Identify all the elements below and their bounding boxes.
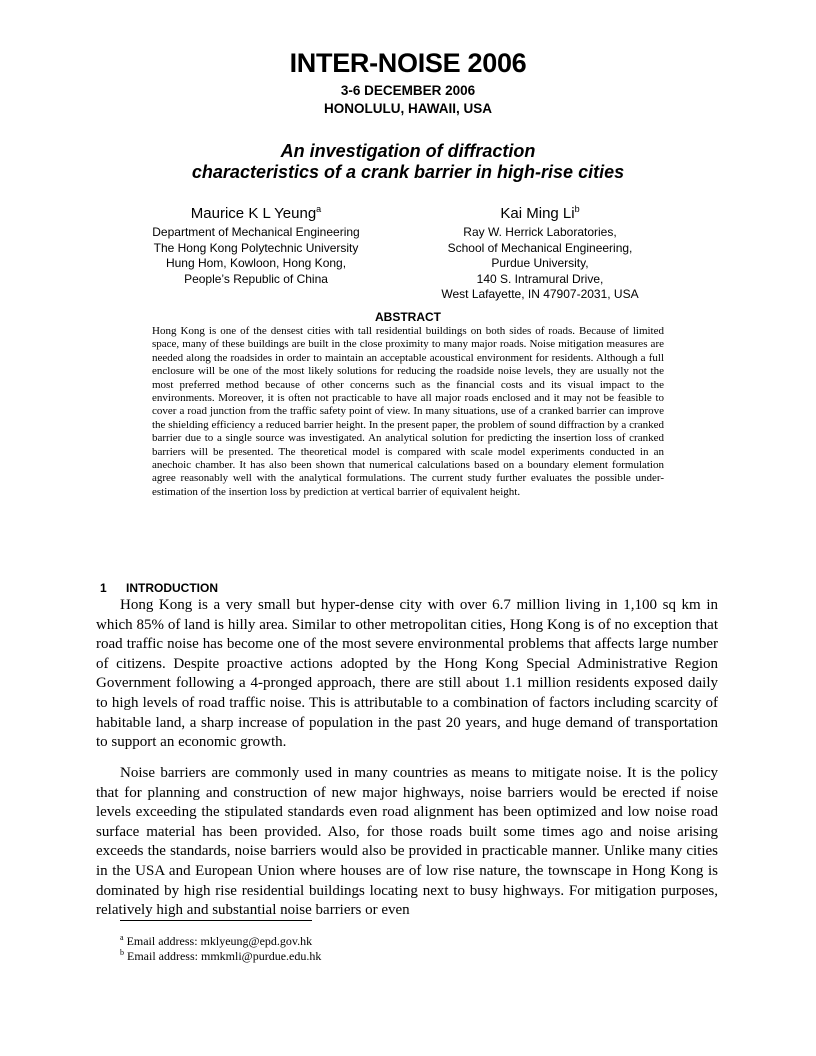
footnote-text: Email address: mmkmli@purdue.edu.hk [127,949,322,963]
author-footnote-mark: b [574,204,580,214]
footnote-divider [120,920,312,921]
author-affiliation-line: Hung Hom, Kowloon, Hong Kong, [165,256,347,270]
author-affiliation-line: West Lafayette, IN 47907-2031, USA [441,287,639,301]
footnote-mark: a [120,933,124,942]
abstract-heading: ABSTRACT [375,310,441,324]
author-affiliation-line: People’s Republic of China [184,271,328,286]
conference-date: 3-6 DECEMBER 2006 [340,83,476,98]
section-heading [100,581,218,595]
section-number: 1 [100,581,107,595]
paper-title-line-1: An investigation of diffraction [280,141,536,161]
author-footnote-mark: a [316,204,322,214]
body-paragraph: Hong Kong is a very small but hyper-dense city with over 6.7 million living in 1,100 sq km in which 85% of land is hilly area. Similar to other metropolitan cities, Hong Kong is of no exception that road traffic noise has become one of the most severe environmental problems that affects large number of citizens. Despite proactive actions adopted by the Hong Kong Special Administrative Region Government following a 4-pronged approach, there are still about 1.1 million residents exposed daily to high levels of road traffic noise. This is attributable to a combination of factors including scarcity of habitable land, a sharp increase of population in the past 20 years, and huge demand of transportation to support an economic growth. [96,597,718,751]
author-affiliation-line: 140 S. Intramural Drive, [476,271,604,286]
author-block-2 [426,200,654,303]
footnote-text: Email address: mklyeung@epd.gov.hk [126,934,313,948]
conference-title: INTER-NOISE 2006 [289,48,527,78]
footnote-mark: b [120,948,124,957]
author-block-1 [130,200,382,287]
author-name-text: Kai Ming Li [500,205,575,222]
section-title: INTRODUCTION [126,581,218,595]
author-affiliation-line: School of Mechanical Engineering, [447,240,633,255]
abstract-text: Hong Kong is one of the densest cities with tall residential buildings on both sides of roads. Because of limited space, many of these buildings are built in the close proximity to many major roads. Noise mitigation measures are needed along the roadsides in order to maintain an acceptable acoustical environment for residents. Although a full enclosure will be one of the most likely solutions for reducing the roadside noise levels, they are usually not the most preferred method because of other concerns such as the financial costs and its visual impact to the environments. Moreover, it is often not practicable to have all major roads enclosed and it may not be feasible to cover a road junction from the traffic safety point of view. In many situations, use of a cranked barrier can improve the shielding efficiency a reduced barrier height. In the present paper, the problem of sound diffraction by a cranked barrier due to a single source was investigated. An analytical solution for predicting the insertion loss of cranked barriers will be presented. The theoretical model is compared with scale model experiments conducted in an anechoic chamber. It has also been shown that numerical calculations based on a boundary element formulation agree reasonably well with the analytical formulations. The current study further evaluates the possible under-estimation of the insertion loss by prediction at vertical barrier of equivalent height. [152,325,664,498]
author-name-text: Maurice K L Yeung [190,205,317,222]
author-name [426,200,654,223]
paper-title-line-2: characteristics of a crank barrier in high-rise cities [191,162,625,182]
author-affiliation-line: Ray W. Herrick Laboratories, [463,225,617,239]
author-affiliation-line: Department of Mechanical Engineering [152,225,360,239]
body-paragraph: Noise barriers are commonly used in many countries as means to mitigate noise. It is the policy that for planning and construction of new major highways, noise barriers would be erected if noise levels exceeding the stipulated standards even road alignment has been optimized and low noise road surface material has been provided. Also, for those roads built some times ago and noise arising exceeds the standards, noise barriers would also be provided in practicable manner. Unlike many cities in the USA and European Union where houses are of low rise nature, the townscape in Hong Kong is dominated by high rise residential buildings locating next to busy highways. For mitigation purposes, relatively high and substantial noise barriers or even [96,765,718,919]
author-affiliation-line: The Hong Kong Polytechnic University [153,240,359,255]
footnote [120,945,321,964]
author-name [130,200,382,223]
conference-location: HONOLULU, HAWAII, USA [324,101,492,116]
author-affiliation-line: Purdue University, [491,256,589,270]
